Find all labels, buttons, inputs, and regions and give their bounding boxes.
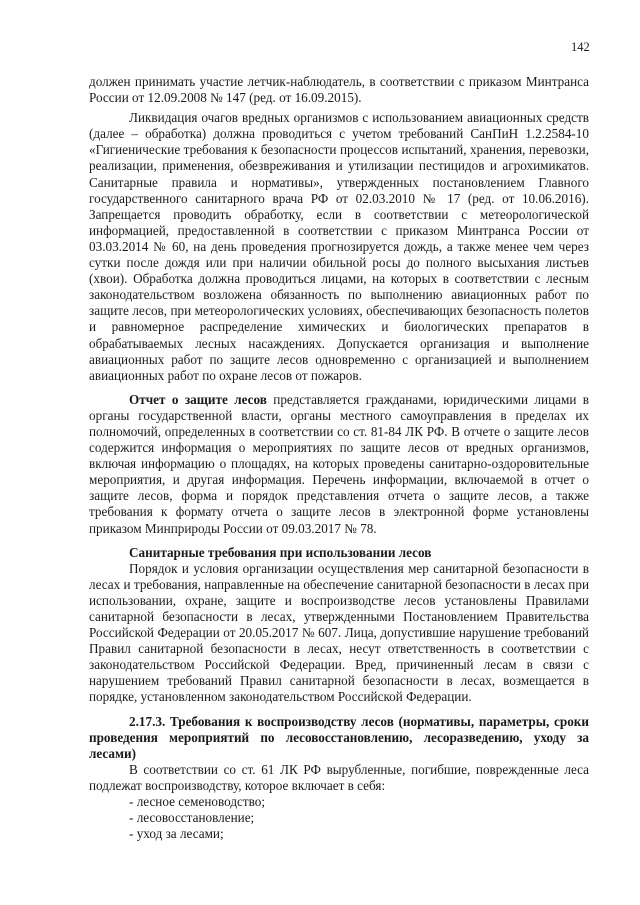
paragraph-aviation-observer: должен принимать участие летчик-наблюдатель, в соответствии с приказом Минтранса России от 12.09.2008 № 147 (ред. от 16.09.2015). [89,74,589,106]
report-text: представляется гражданами, юридическими лицами в органы государственной власти, органы местного самоуправления в пределах их полномочий, определенных в соответствии со ст. 81-84 ЛК РФ. В отчете о защите лесов содержится информация о мероприятиях по защите лесов от вредных организмов, включая информацию о площадях, на которых проведены санитарно-оздоровительные мероприятия, и другая информация. Перечень информации, включаемой в отчет о защите лесов, форма и порядок представления отчета о защите лесов, а также требования к формату отчета о защите лесов в электронной форме установлены приказом Минприроды России от 09.03.2017 № 78. [89,391,589,536]
paragraph-reproduction-intro: В соответствии со ст. 61 ЛК РФ вырубленные, погибшие, поврежденные леса подлежат воспроизводству, которое включает в себя: [89,761,589,793]
heading-section-2-17-3: 2.17.3. Требования к воспроизводству лесов (нормативы, параметры, сроки проведения мероприятий по лесовосстановлению, лесоразведению, уходу за лесами) [89,713,589,761]
list-item-reforestation: - лесовосстановление; [129,810,255,826]
paragraph-sanitary-rules: Порядок и условия организации осуществления мер санитарной безопасности в лесах и требования, направленные на обеспечение санитарной безопасности в лесах при использовании, охране, защите и воспроизводстве лесов установлены Правилами санитарной безопасности в лесах, утвержденными Постановлением Правительства Российской Федерации от 20.05.2017 № 607. Лица, допустившие нарушение требований Правил санитарной безопасности в лесах, несут ответственность в соответствии с законодательством Российской Федерации. Вред, причиненный лесам в связи с нарушением требований Правил санитарной безопасности в лесах, возмещается в порядке, установленном законодательством Российской Федерации. [89,560,589,705]
document-body [89,74,589,842]
heading-sanitary-requirements: Санитарные требования при использовании лесов [129,544,432,560]
list-item-seed-production: - лесное семеноводство; [129,794,266,810]
paragraph-aviation-treatment: Ликвидация очагов вредных организмов с использованием авиационных средств (далее – обработка) должна проводиться с учетом требований СанПиН 1.2.2584-10 «Гигиенические требования к безопасности процессов испытаний, хранения, перевозки, реализации, применения, обезвреживания и утилизации пестицидов и агрохимикатов. Санитарные правила и нормативы», утвержденных постановлением Главного государственного санитарного врача РФ от 02.03.2010 № 17 (ред. от 10.06.2016). Запрещается проводить обработку, если в соответствии с метеорологической информацией, предоставленной в соответствии с приказом Минтранса России от 03.03.2014 № 60, на день проведения прогнозируется дождь, а также менее чем через сутки после дождя или при наличии обильной росы до полного высыхания листьев (хвои). Обработка должна проводиться лицами, на которых в соответствии с лесным законодательством возложена обязанность по выполнению авиационных работ по защите лесов, при метеорологических условиях, обеспечивающих безопасность полетов и равномерное распределение химических и биологических препаратов в обрабатываемых лесных насаждениях. Допускается организация и выполнение авиационных работ по защите лесов одновременно с организацией и выполнением авиационных работ по охране лесов от пожаров. [89,110,589,383]
page-number: 142 [571,40,590,54]
paragraph-forest-protection-report [89,392,589,537]
report-term: Отчет о защите лесов [129,391,267,407]
list-item-forest-care: - уход за лесами; [129,826,224,842]
